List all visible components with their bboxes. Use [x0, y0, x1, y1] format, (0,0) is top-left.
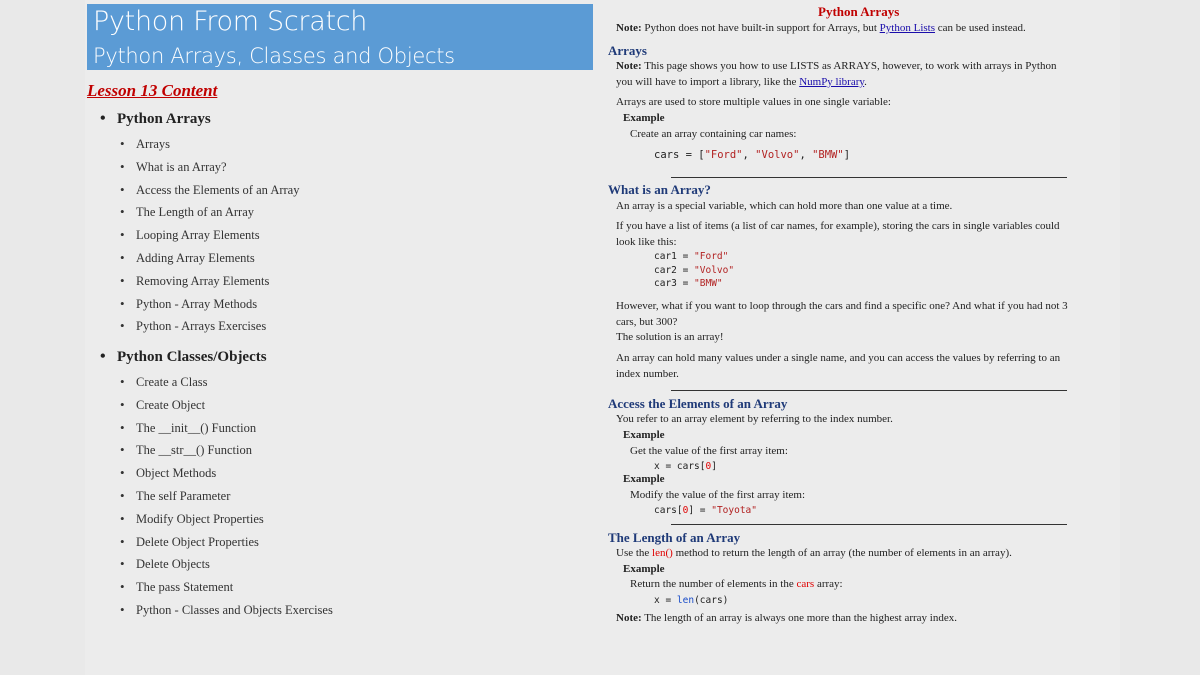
divider	[671, 390, 1067, 391]
what-is-p3-line1: However, what if you want to loop through the cars and find a specific one? And what if you had not 3	[616, 300, 1068, 312]
code-text: car1 =	[654, 251, 695, 262]
access-p1: You refer to an array element by referring to the index number.	[616, 413, 893, 425]
length-heading: The Length of an Array	[608, 530, 741, 545]
divider	[671, 524, 1067, 525]
toc-item[interactable]: • Access the Elements of an Array	[100, 182, 299, 205]
toc-item[interactable]: • Arrays	[100, 136, 299, 159]
note-text: The length of an array is always one more than the highest array index.	[641, 612, 957, 624]
toc-item[interactable]: • Object Methods	[100, 465, 333, 488]
access-heading: Access the Elements of an Array	[608, 396, 788, 411]
example-desc	[630, 577, 843, 592]
note-text: Python does not have built-in support for Arrays, but	[641, 22, 880, 34]
code-car-vars	[654, 250, 734, 291]
text: array:	[814, 578, 843, 590]
code-text: car3 =	[654, 278, 695, 289]
divider	[671, 177, 1067, 178]
note-text: can be used instead.	[935, 22, 1026, 34]
note-label: Note:	[616, 22, 642, 34]
toc-item[interactable]: • Python - Array Methods	[100, 296, 299, 319]
note-lists	[616, 21, 1026, 36]
len-keyword: len()	[652, 547, 673, 559]
what-is-p4-line1: An array can hold many values under a single name, and you can access the values by referring to an	[616, 352, 1061, 364]
what-is-p3-line3: The solution is an array!	[616, 331, 724, 343]
what-is-p1: An array is a special variable, which can hold more than one value at a time.	[616, 200, 953, 212]
toc-item[interactable]: • The Length of an Array	[100, 204, 299, 227]
toc-item[interactable]: • What is an Array?	[100, 159, 299, 182]
toc-item[interactable]: • Looping Array Elements	[100, 227, 299, 250]
code-string: "Volvo"	[694, 264, 735, 276]
toc-item[interactable]: • Removing Array Elements	[100, 273, 299, 296]
code-line	[654, 277, 734, 291]
code-line	[654, 250, 734, 264]
main-title: Python Arrays	[818, 4, 900, 19]
toc-arrays	[100, 111, 299, 341]
code-modify-first	[654, 503, 757, 518]
code-text: ]	[843, 149, 851, 161]
code-line	[654, 264, 734, 278]
title-banner	[87, 4, 593, 70]
example-desc: Create an array containing car names:	[630, 128, 797, 140]
cars-keyword: cars	[796, 578, 815, 590]
code-string: "Toyota"	[711, 505, 757, 516]
code-string: "Ford"	[694, 251, 729, 262]
toc-classes	[100, 349, 333, 625]
example-label: Example	[623, 112, 665, 124]
toc-item[interactable]: • The __init__() Function	[100, 420, 333, 443]
code-text: ]	[711, 461, 717, 472]
length-note	[616, 611, 957, 626]
arrays-paragraph: Arrays are used to store multiple values in one single variable:	[616, 96, 891, 108]
code-len	[654, 593, 728, 608]
text: Return the number of elements in the	[630, 578, 797, 590]
code-text: cars = [	[654, 149, 705, 161]
arrays-note-line1	[616, 59, 1056, 74]
what-is-p3-line2: cars, but 300?	[616, 316, 678, 328]
code-text: x =	[654, 595, 677, 606]
text: Use the	[616, 547, 653, 559]
example-label: Example	[623, 429, 665, 441]
toc-item[interactable]: • Create a Class	[100, 374, 333, 397]
what-is-p2-line1: If you have a list of items (a list of car names, for example), storing the cars in single variables could	[616, 220, 1060, 232]
code-string: "BMW"	[812, 149, 844, 161]
python-lists-link[interactable]: Python Lists	[879, 22, 935, 34]
code-cars-array	[654, 148, 850, 163]
course-title: Python From Scratch	[93, 6, 368, 37]
arrays-note-line2	[616, 75, 867, 90]
code-text: ,	[799, 149, 813, 161]
toc-item[interactable]: • The self Parameter	[100, 488, 333, 511]
note-label: Note:	[616, 60, 642, 72]
lesson-subtitle: Python Arrays, Classes and Objects	[93, 44, 455, 68]
code-text: x = cars[	[654, 461, 706, 472]
toc-item[interactable]: • Delete Object Properties	[100, 534, 333, 557]
code-text: car2 =	[654, 264, 695, 276]
note-text: you will have to import a library, like the	[616, 76, 800, 88]
toc-item[interactable]: • Create Object	[100, 397, 333, 420]
toc-section-title: • Python Arrays	[100, 111, 299, 136]
example-desc: Modify the value of the first array item:	[630, 489, 806, 501]
code-string: "Volvo"	[755, 149, 800, 161]
code-function: len	[676, 595, 695, 606]
what-is-p4-line2: index number.	[616, 368, 679, 380]
toc-item[interactable]: • Python - Arrays Exercises	[100, 318, 299, 341]
note-text: This page shows you how to use LISTS as ARRAYS, however, to work with arrays in Python	[641, 60, 1057, 72]
code-text: ,	[742, 149, 756, 161]
code-number: 0	[705, 461, 712, 472]
toc-item[interactable]: • The __str__() Function	[100, 442, 333, 465]
length-p1	[616, 546, 1012, 561]
note-text: .	[864, 76, 867, 88]
code-string: "Ford"	[704, 149, 743, 161]
example-desc: Get the value of the first array item:	[630, 445, 788, 457]
what-is-heading: What is an Array?	[608, 182, 711, 197]
toc-item[interactable]: • Adding Array Elements	[100, 250, 299, 273]
what-is-p2-line2: look like this:	[616, 236, 677, 248]
example-label: Example	[623, 563, 665, 575]
code-number: 0	[682, 505, 689, 516]
numpy-link[interactable]: NumPy library	[799, 76, 865, 88]
toc-item[interactable]: • The pass Statement	[100, 579, 333, 602]
lesson-heading: Lesson 13 Content	[87, 81, 218, 100]
text: method to return the length of an array (the number of elements in an array).	[672, 547, 1012, 559]
note-label: Note:	[616, 612, 642, 624]
toc-item[interactable]: • Python - Classes and Objects Exercises	[100, 602, 333, 625]
code-string: "BMW"	[694, 278, 723, 289]
code-text: (cars)	[694, 595, 729, 606]
arrays-heading: Arrays	[608, 43, 647, 58]
code-text: cars[	[654, 505, 683, 516]
toc-item[interactable]: • Delete Objects	[100, 556, 333, 579]
toc-section-title: • Python Classes/Objects	[100, 349, 333, 374]
code-text: ] =	[688, 505, 712, 516]
toc-item[interactable]: • Modify Object Properties	[100, 511, 333, 534]
example-label: Example	[623, 473, 665, 485]
